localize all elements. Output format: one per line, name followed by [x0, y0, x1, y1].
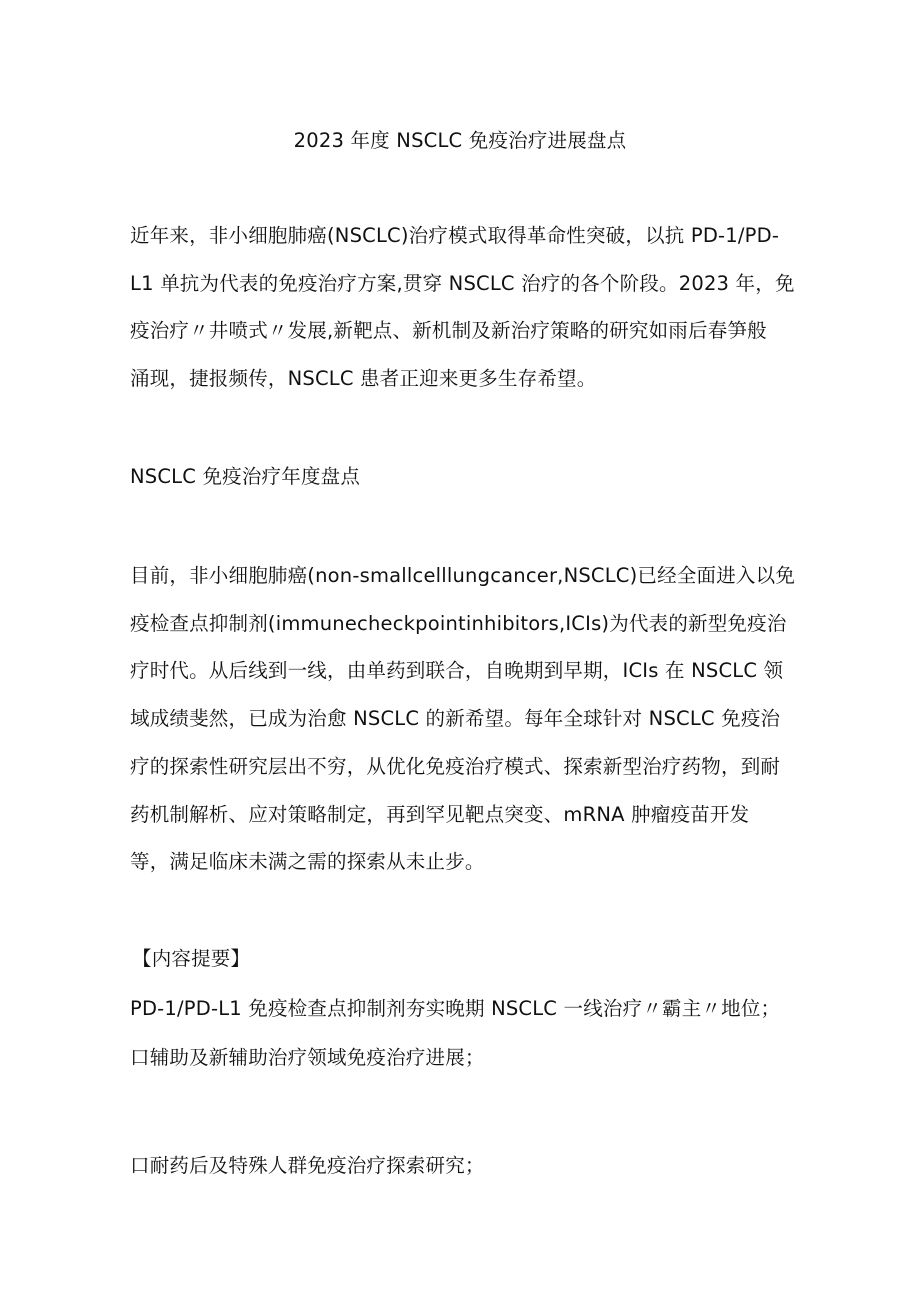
summary-item: 口耐药后及特殊人群免疫治疗探索研究； [130, 1154, 485, 1177]
summary-item: 口辅助及新辅助治疗领域免疫治疗进展； [130, 1046, 485, 1069]
paragraph-line: 目前，非小细胞肺癌(non-smallcelllungcancer,NSCLC)已经全面进入以免 [130, 564, 796, 587]
summary-heading: 【内容提要】 [132, 947, 251, 970]
section-heading: NSCLC 免疫治疗年度盘点 [130, 465, 361, 488]
body-paragraph [130, 552, 798, 886]
paragraph-line: 疫检查点抑制剂(immunecheckpointinhibitors,ICIs)为代表的新型免疫治 [130, 611, 787, 635]
summary-item: PD-1/PD-L1 免疫检查点抑制剂夯实晚期 NSCLC 一线治疗〃霸主〃地位； [130, 997, 781, 1020]
paragraph-line: 疗时代。从后线到一线，由单药到联合，自晚期到早期，ICIs 在 NSCLC 领 [130, 659, 784, 683]
document-title: 2023 年度 NSCLC 免疫治疗进展盘点 [293, 129, 627, 152]
paragraph-line: 疗的探索性研究层出不穷，从优化免疫治疗模式、探索新型治疗药物，到耐 [130, 754, 781, 778]
paragraph-line: L1 单抗为代表的免疫治疗方案,贯穿 NSCLC 治疗的各个阶段。2023 年，免 [130, 271, 795, 295]
paragraph-line: 近年来，非小细胞肺癌(NSCLC)治疗模式取得革命性突破，以抗 PD-1/PD- [130, 224, 780, 247]
paragraph-line: 疫治疗〃井喷式〃发展,新靶点、新机制及新治疗策略的研究如雨后春笋般 [130, 319, 767, 343]
intro-paragraph [130, 212, 798, 403]
paragraph-line: 涌现，捷报频传，NSCLC 患者正迎来更多生存希望。 [130, 367, 597, 391]
paragraph-line: 域成绩斐然，已成为治愈 NSCLC 的新希望。每年全球针对 NSCLC 免疫治 [130, 707, 781, 731]
paragraph-line: 药机制解析、应对策略制定，再到罕见靶点突变、mRNA 肿瘤疫苗开发 [130, 802, 750, 826]
paragraph-line: 等，满足临床未满之需的探索从未止步。 [130, 850, 485, 874]
